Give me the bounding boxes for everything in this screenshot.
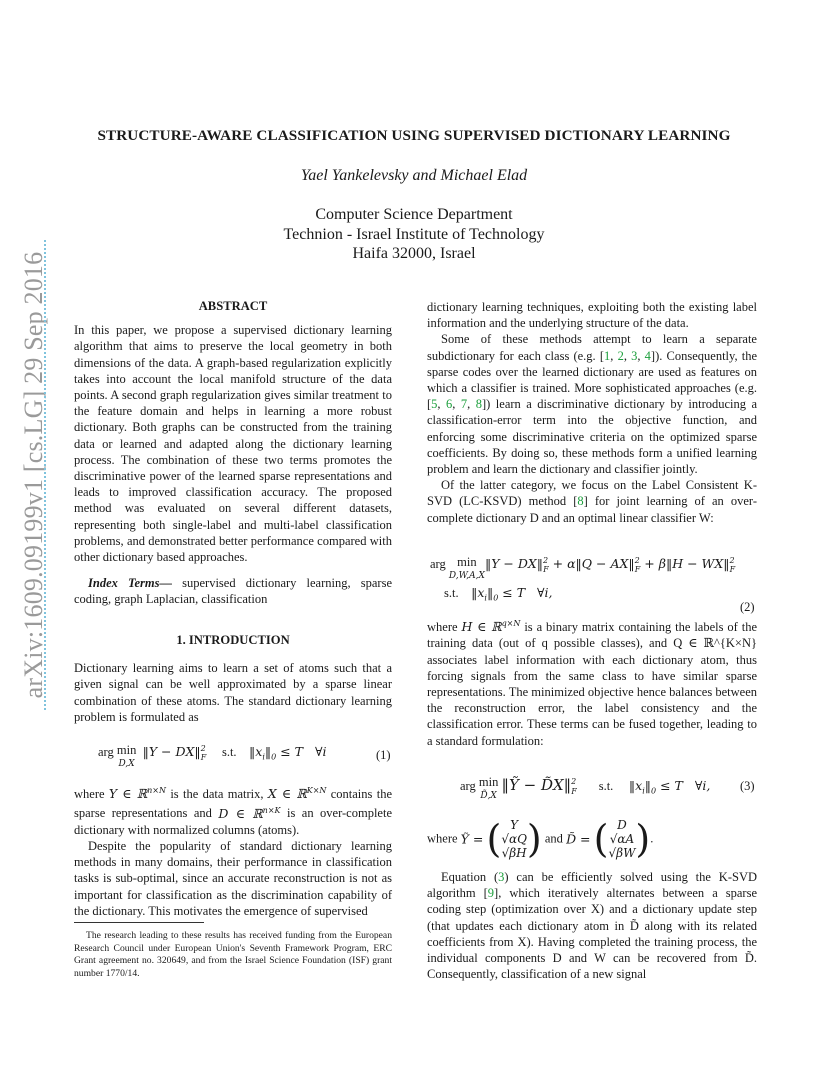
arxiv-stamp-rule bbox=[44, 240, 46, 710]
affiliation-line: Technion - Israel Institute of Technology bbox=[283, 225, 545, 243]
citation-link[interactable]: 1 bbox=[604, 348, 611, 363]
citation-link[interactable]: 3 bbox=[631, 348, 638, 363]
paper-title: STRUCTURE-AWARE CLASSIFICATION USING SUPERVISED DICTIONARY LEARNING bbox=[97, 127, 731, 144]
citation-link[interactable]: 7 bbox=[460, 397, 468, 412]
paper-authors: Yael Yankelevsky and Michael Elad bbox=[300, 167, 528, 184]
equation-3-number: (3) bbox=[740, 779, 755, 793]
intro-paragraph-1: Dictionary learning aims to learn a set of atoms such that a given signal can be well approximated by a sparse linear combination of these atoms. The standard dictionary learning problem is formulated as bbox=[74, 661, 392, 724]
citation-link[interactable]: 8 bbox=[577, 494, 584, 509]
affiliation bbox=[60, 205, 768, 264]
intro-continued bbox=[74, 783, 392, 919]
equation-1: arg min D,X ‖Y − DX‖$^2_F$ s.t. $‖x_i‖_0 \le T$ ∀i bbox=[98, 743, 327, 769]
citation-link[interactable]: 4 bbox=[644, 348, 651, 363]
index-terms-text: supervised dictionary learning, sparse coding, graph Laplacian, classification bbox=[74, 576, 392, 607]
introduction-heading: 1. INTRODUCTION bbox=[176, 633, 290, 647]
intro-paragraph-2: where Y ∈ ℝ$^{n\times N}$ is the data matrix, X ∈ ℝ$^{K\times N}$ contains the sparse representations and D ∈ ℝ$^{n\times K}$ is an over-complete dictionary with normalized columns (atoms). bbox=[74, 786, 392, 837]
abstract-heading: ABSTRACT bbox=[198, 299, 268, 313]
equation-3: arg min D̃,X ‖Ỹ − D̃X‖$^2_F$ s.t. $‖x_i‖_0 \le T$ ∀i, bbox=[460, 775, 711, 801]
arxiv-stamp-text: arXiv:1609.09199v1 [cs.LG] 29 Sep 2016 bbox=[19, 251, 48, 699]
citation-link[interactable]: 2 bbox=[617, 348, 624, 363]
right-column-text-3 bbox=[427, 869, 757, 982]
abstract-section bbox=[74, 298, 392, 608]
right-paragraph-5: Equation (3) can be efficiently solved using the K-SVD algorithm [9], which iteratively alternates between a sparse coding step (optimization over X) and a dictionary update step (that updates each dictionary atom in D̃ along with its related coefficients from X). Having completed the training process, the individual components D and W can be recovered from D̃. Consequently, classification of a new signal bbox=[427, 870, 758, 982]
citation-link[interactable]: 3 bbox=[498, 870, 505, 884]
right-paragraph-1: dictionary learning techniques, exploiting both the existing label information and the underlying structure of the data. bbox=[427, 300, 757, 331]
right-column-text bbox=[427, 299, 757, 526]
citation-link[interactable]: 9 bbox=[487, 886, 495, 901]
right-paragraph-4: where H ∈ ℝ$^{q\times N}$ is a binary matrix containing the labels of the training data (out of q possible classes), and Q ∈ ℝ^{K×N} associates label information with each dictionary atom, thus forcing signals from the same class to have similar sparse representations. The minimized objective hence balances between the reconstruction error, the label consistency and the classification error. These terms can be fused together, leading to a standard formulation: bbox=[427, 619, 758, 748]
right-paragraph-3: Of the latter category, we focus on the Label Consistent K-SVD (LC-KSVD) method [8] for joint learning of an over-complete dictionary D and an optimal linear classifier W: bbox=[427, 478, 757, 525]
index-terms bbox=[74, 575, 392, 607]
index-terms-label: Index Terms— bbox=[88, 576, 172, 591]
citation-link[interactable]: 8 bbox=[475, 397, 482, 412]
equation-2-number: (2) bbox=[740, 600, 755, 614]
affiliation-line: Haifa 32000, Israel bbox=[352, 245, 476, 262]
abstract-text: In this paper, we propose a supervised dictionary learning algorithm that aims to preserve the local geometry in both dimensions of the data. A graph-based regularization explicitly takes into account the local manifold structure of the data points. A second graph regularization gives similar treatment to the feature domain and helps in learning a more robust dictionary. Both graphs can be constructed from the training data or learned and adapted along the dictionary learning process. The combination of these two terms promotes the discriminative power of the learned sparse representations and leads to improved classification accuracy. The proposed method was evaluated on several different datasets, representing both single-label and multi-label classification problems, and demonstrated better performance compared with other dictionary based approaches. bbox=[74, 323, 392, 565]
citation-link[interactable]: 6 bbox=[446, 397, 453, 412]
right-paragraph-2: Some of these methods attempt to learn a separate subdictionary for each class (e.g. [1, 2, 3, 4]). Consequently, the sparse codes over the learned dictionary are used as features on which a classifier is trained. More sophisticated approaches (e.g. [5, 6, 7, 8]) learn a discriminative dictionary by introducing a classification-error term into the objective function, and enforcing some discriminative criteria on the optimized sparse coefficients. By doing so, these methods form a unified learning problem and learn the dictionary and classifier jointly. bbox=[427, 332, 758, 477]
footnote: The research leading to these results has received funding from the European Research Council under European Union's Seventh Framework Program, ERC Grant agreement no. 320649, and from the Israel Science Foundation (ISF) grant number 1770/14. bbox=[74, 930, 392, 979]
equation-2: arg min D,W,A,X‖Y − DX‖$^2_F$ + α‖Q − AX‖$^2_F$ + β‖H − WX‖$^2_F$ bbox=[430, 555, 736, 581]
equation-1-number: (1) bbox=[376, 748, 391, 762]
introduction-section bbox=[74, 632, 392, 725]
citation-link[interactable]: 5 bbox=[431, 397, 438, 412]
right-column-text-2 bbox=[427, 616, 757, 749]
equation-3-definitions: where Ỹ = ( Y √αQ √βH) and D̃ = ( D √αA √βW). bbox=[427, 817, 654, 861]
arxiv-stamp bbox=[14, 240, 54, 710]
footnote-rule bbox=[74, 922, 204, 923]
equation-2-constraint: s.t. $‖x_i‖_0 \le T$ ∀i, bbox=[444, 585, 553, 603]
intro-paragraph-3: Despite the popularity of standard dictionary learning methods in many domains, their performance in classification tasks is sub-optimal, since an accurate reconstruction is not as important for classification as the discrimination capability of the dictionary. This motivates the emergence of supervised bbox=[74, 838, 392, 918]
affiliation-line: Computer Science Department bbox=[315, 206, 513, 223]
